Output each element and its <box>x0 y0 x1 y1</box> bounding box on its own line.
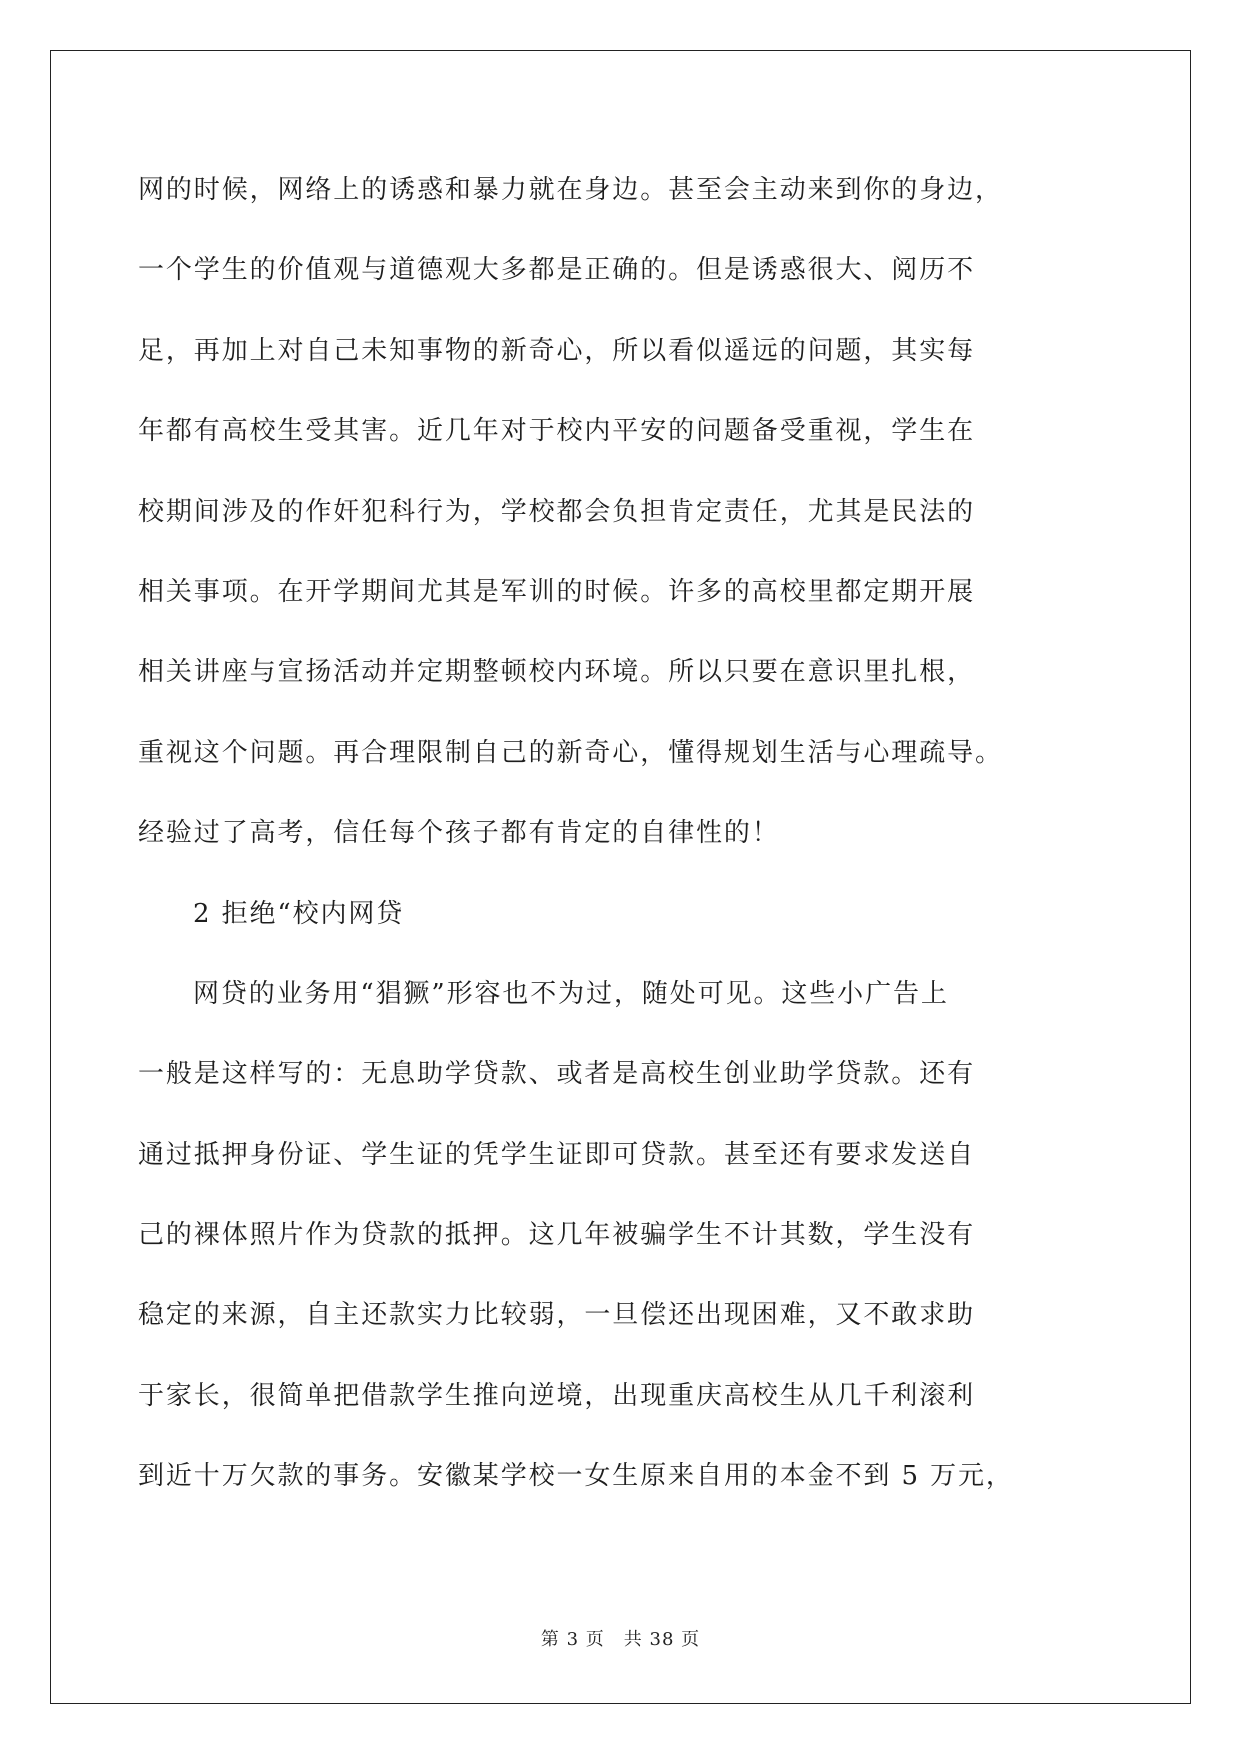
text-line: 重视这个问题。再合理限制自己的新奇心，懂得规划生活与心理疏导。 <box>138 737 1003 768</box>
paragraph <box>138 954 1098 1517</box>
text-line: 一个学生的价值观与道德观大多都是正确的。但是诱惑很大、阅历不 <box>138 255 976 286</box>
text-line: 通过抵押身份证、学生证的凭学生证即可贷款。甚至还有要求发送自 <box>138 1139 976 1170</box>
text-line: 年都有高校生受其害。近几年对于校内平安的问题备受重视，学生在 <box>138 416 976 447</box>
text-line: 网的时候，网络上的诱惑和暴力就在身边。甚至会主动来到你的身边， <box>138 175 1003 205</box>
text-line: 相关事项。在开学期间尤其是军训的时候。许多的高校里都定期开展 <box>138 576 976 607</box>
document-body <box>138 150 1098 1517</box>
text-line: 足，再加上对自己未知事物的新奇心，所以看似遥远的问题，其实每 <box>138 335 976 366</box>
text-line: 经验过了高考，信任每个孩子都有肯定的自律性的！ <box>138 818 780 849</box>
paragraph <box>138 150 1098 874</box>
page-number-footer: 第 3 页 共 38 页 <box>540 1629 701 1650</box>
text-line: 到近十万欠款的事务。安徽某学校一女生原来自用的本金不到 5 万元， <box>138 1461 1014 1492</box>
text-line: 网贷的业务用“猖獗”形容也不为过，随处可见。这些小广告上 <box>193 978 949 1009</box>
text-line: 己的裸体照片作为贷款的抵押。这几年被骗学生不计其数，学生没有 <box>138 1220 976 1251</box>
section-heading: 2 拒绝“校内网贷 <box>193 898 405 929</box>
text-line: 一般是这样写的：无息助学贷款、或者是高校生创业助学贷款。还有 <box>138 1059 976 1090</box>
text-line: 于家长，很简单把借款学生推向逆境，出现重庆高校生从几千利滚利 <box>138 1380 976 1411</box>
text-line: 校期间涉及的作奸犯科行为，学校都会负担肯定责任，尤其是民法的 <box>138 496 976 527</box>
text-line: 相关讲座与宣扬活动并定期整顿校内环境。所以只要在意识里扎根， <box>138 657 976 688</box>
text-line: 稳定的来源，自主还款实力比较弱，一旦偿还出现困难，又不敢求助 <box>138 1300 976 1331</box>
